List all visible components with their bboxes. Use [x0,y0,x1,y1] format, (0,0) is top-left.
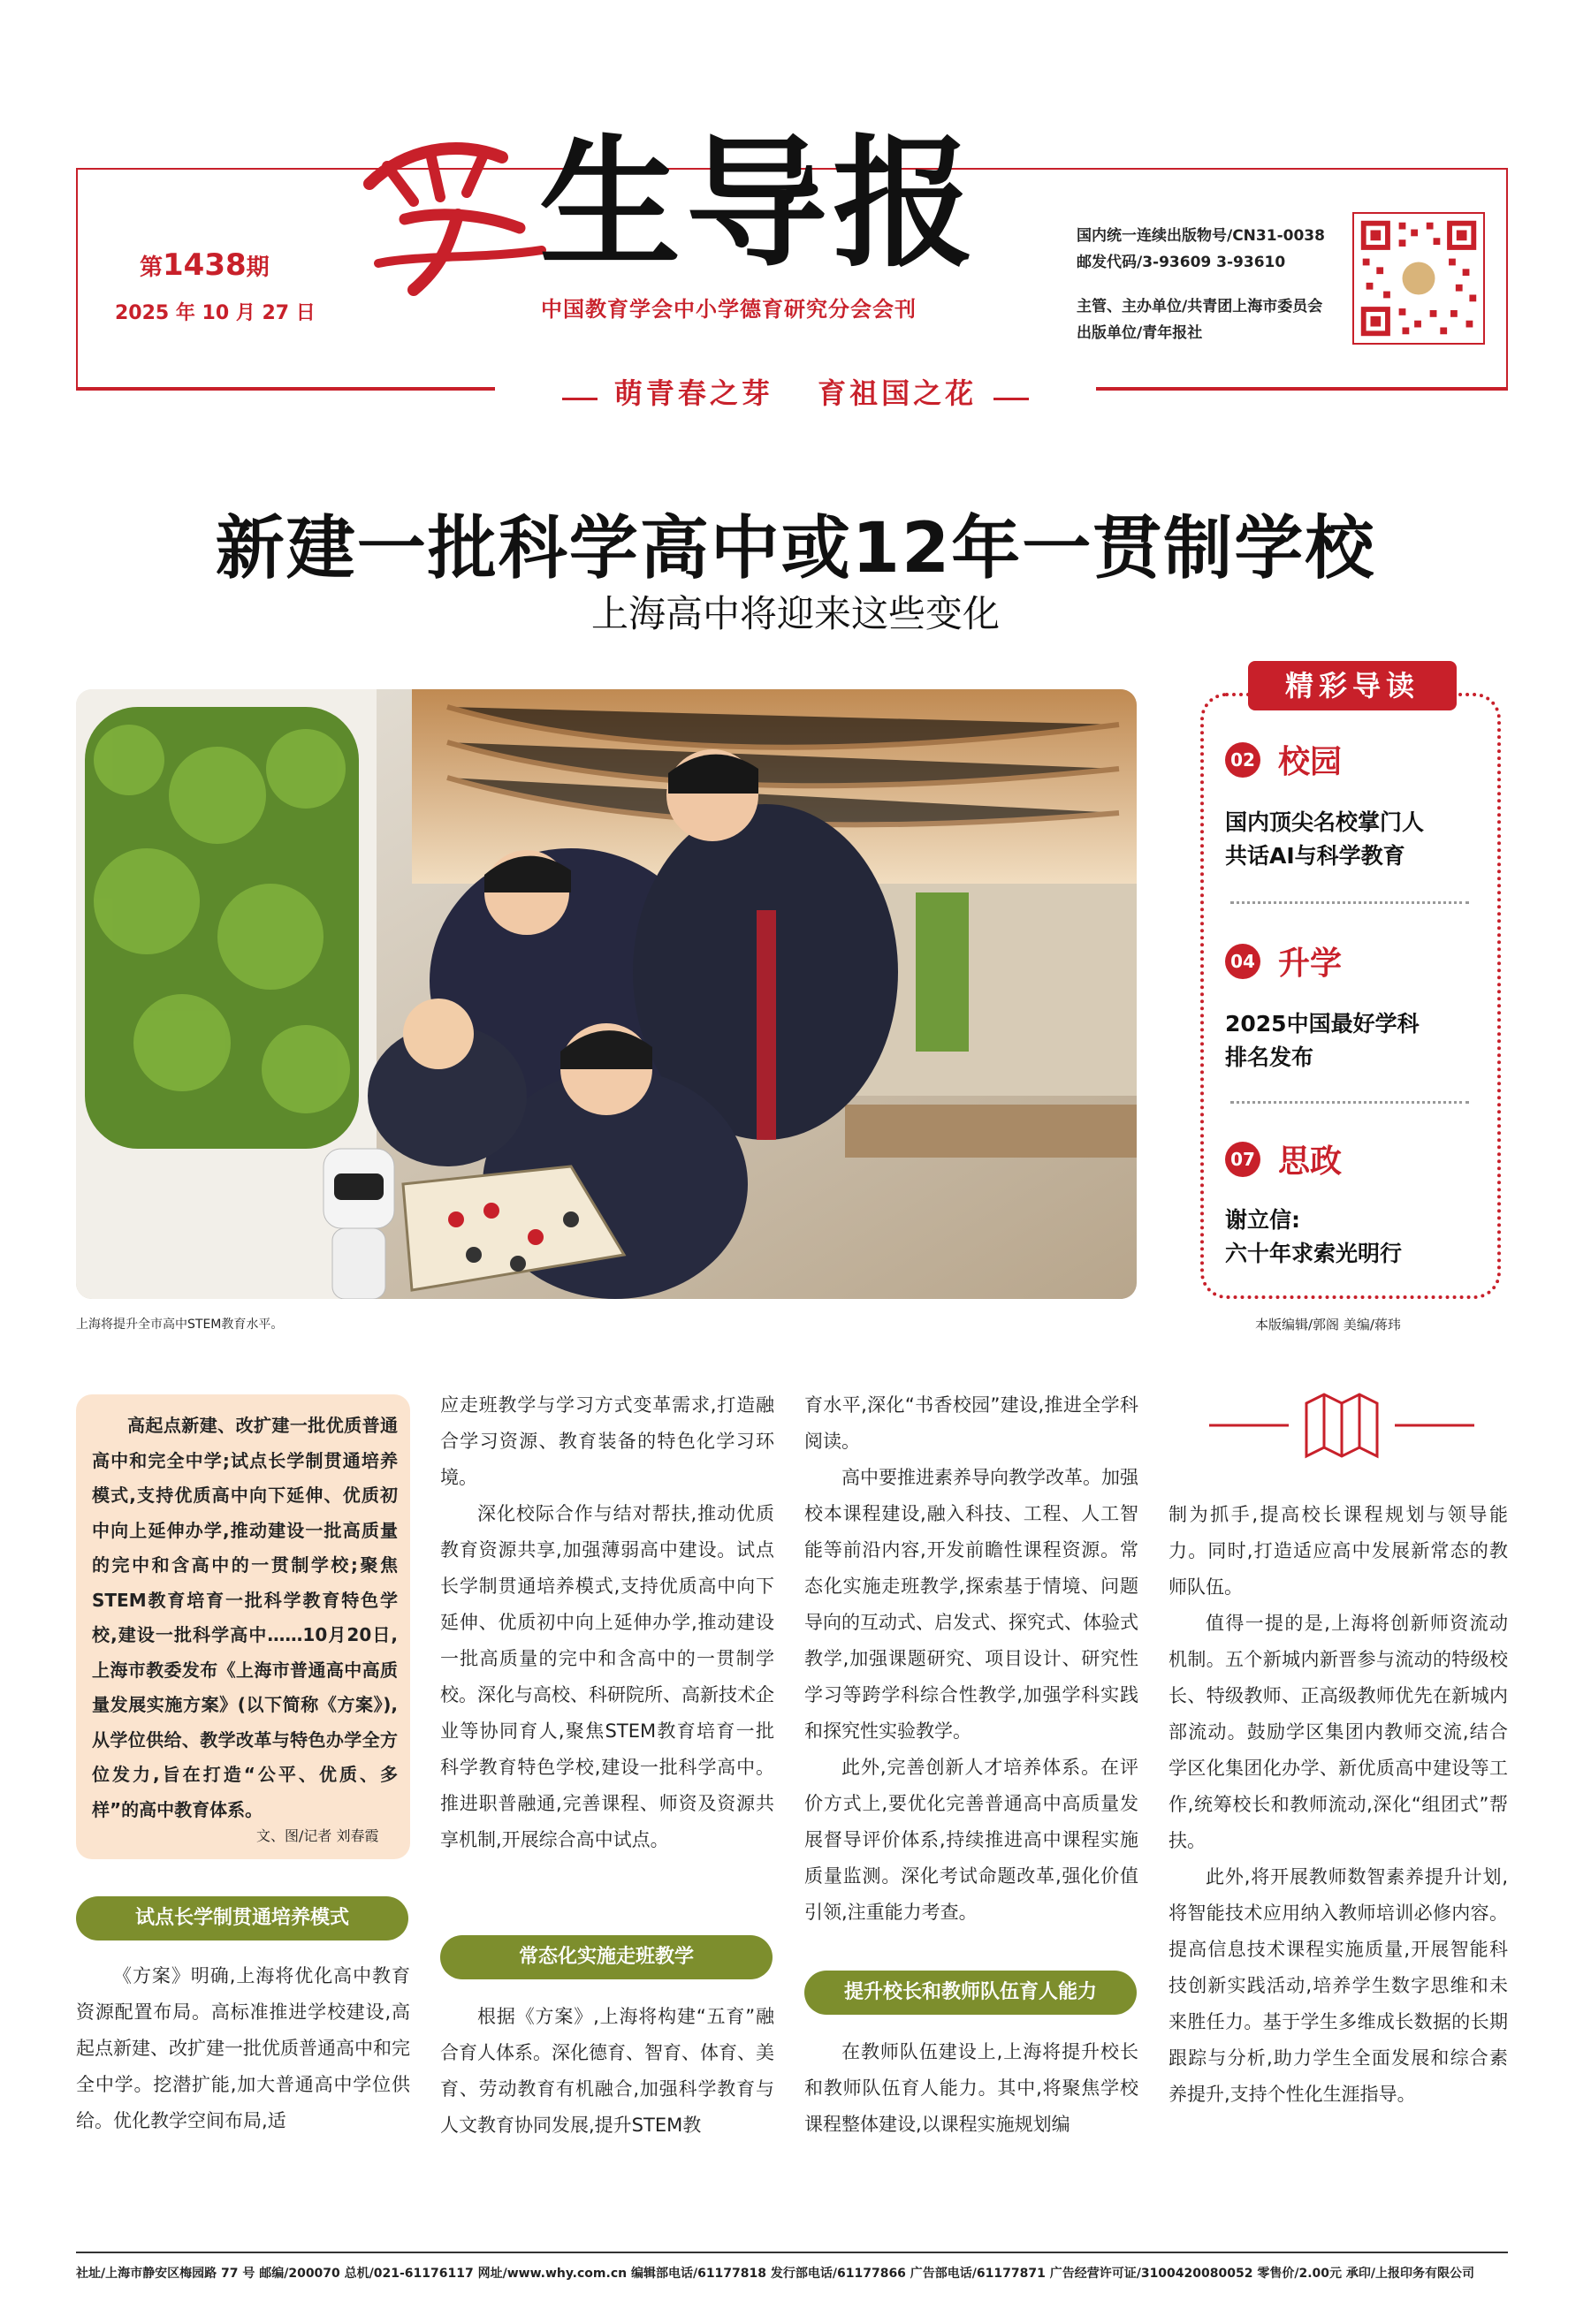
paragraph: 《方案》明确,上海将优化高中教育资源配置布局。高标准推进学校建设,高起点新建、改扩建一批优质普通高中和完全中学。挖潜扩能,加大普通高中学位供给。优化教学空间布局,适 [76,1965,410,2131]
book-ornament-icon [1209,1386,1474,1465]
guide-item-number: 04 [1225,944,1260,979]
logo-script-mark [352,131,555,299]
guide-item-section[interactable]: 校园 [1278,744,1343,780]
column-3b [804,2034,1138,2143]
guide-item-text[interactable]: 国内顶尖名校掌门人 共话AI与科学教育 [1225,809,1425,869]
column-3 [804,1387,1138,1931]
footer-divider [76,2252,1508,2253]
section-title-1: 试点长学制贯通培养模式 [76,1896,408,1940]
guide-title: 精彩导读 [1248,661,1457,710]
issue-date: 2025 年 10 月 27 日 [115,302,316,324]
paragraph: 根据《方案》,上海将构建“五育”融合育人体系。深化德育、智育、体育、美育、劳动教育有机融合,加强科学教育与人文教育协同发展,提升STEM教 [440,2006,774,2136]
column-2b [440,1999,774,2144]
guide-item-section[interactable]: 思政 [1278,1143,1343,1180]
slogan [495,371,1096,410]
lead-byline: 文、图/记者 刘春霞 [256,1827,379,1844]
paragraph: 在教师队伍建设上,上海将提升校长和教师队伍育人能力。其中,将聚焦学校课程整体建设,以课程实施规划编 [804,2041,1138,2135]
headline: 新建一批科学高中或12年一贯制学校 [215,509,1376,589]
section-title-2: 常态化实施走班教学 [440,1935,773,1979]
guide-item-number: 02 [1225,742,1260,778]
guide-item-number: 07 [1225,1142,1260,1177]
footer-info: 社址/上海市静安区梅园路 77 号 邮编/200070 总机/021-61176117 网址/www.why.com.cn 编辑部电话/61177818 发行部电话/61177866 广告部电话/61177871 广告经营许可证/3100420080052 零售价/2.00元 承印/上报印务有限公司 [76,2267,1474,2281]
pub-info-line: 国内统一连续出版物号/CN31-0038 [1077,227,1325,245]
paragraph: 育水平,深化“书香校园”建设,推进全学科阅读。 [804,1394,1138,1452]
guide-divider [1230,901,1469,904]
column-1 [76,1958,410,2139]
publication-info [1077,223,1325,346]
column-4 [1169,1497,1508,2113]
pub-info-line: 邮发代码/3-93609 3-93610 [1077,254,1286,271]
pub-info-line: 出版单位/青年报社 [1077,324,1203,342]
guide-item-text[interactable]: 2025中国最好学科 排名发布 [1225,1011,1420,1070]
paragraph: 此外,完善创新人才培养体系。在评价方式上,要优化完善普通高中高质量发展督导评价体系,持续推进高中课程实施质量监测。深化考试命题改革,强化价值引领,注重能力考查。 [804,1757,1138,1923]
slogan-right: 育祖国之花 [818,376,978,410]
logo-title: 生导报 [539,120,980,286]
lead-photo [76,689,1137,1299]
qr-code-icon [1352,212,1485,345]
paragraph: 应走班教学与学习方式变革需求,打造融合学习资源、教育装备的特色化学习环境。 [440,1394,774,1488]
guide-item-section[interactable]: 升学 [1278,946,1343,982]
guide-divider [1230,1101,1469,1104]
paragraph: 深化校际合作与结对帮扶,推动优质教育资源共享,加强薄弱高中建设。试点长学制贯通培养模式,支持优质高中向下延伸、优质初中向上延伸办学,推动建设一批高质量的完中和含高中的一贯制学校。深化与高校、科研院所、高新技术企业等协同育人,聚焦STEM教育培育一批科学教育特色学校,建设一批科学高中。推进职普融通,完善课程、师资及资源共享机制,开展综合高中试点。 [440,1503,774,1850]
logo-subtitle: 中国教育学会中小学德育研究分会会刊 [541,297,917,322]
paragraph: 此外,将开展教师数智素养提升计划,将智能技术应用纳入教师培训必修内容。提高信息技术课程实施质量,开展智能科技创新实践活动,培养学生数字思维和未来胜任力。基于学生多维成长数据的长期跟踪与分析,助力学生全面发展和综合素养提升,支持个性化生涯指导。 [1169,1866,1508,2105]
subheadline: 上海高中将迎来这些变化 [590,592,1000,635]
column-2 [440,1387,774,1858]
editor-credit: 本版编辑/郭阁 美编/蒋玮 [1255,1317,1401,1333]
section-title-3: 提升校长和教师队伍育人能力 [804,1971,1137,2015]
paragraph: 值得一提的是,上海将创新师资流动机制。五个新城内新晋参与流动的特级校长、特级教师、正高级教师优先在新城内部流动。鼓励学区集团内教师交流,结合学区化集团化办学、新优质高中建设等工作,统筹校长和教师流动,深化“组团式”帮扶。 [1169,1613,1508,1851]
pub-info-line: 主管、主办单位/共青团上海市委员会 [1077,298,1323,315]
photo-caption: 上海将提升全市高中STEM教育水平。 [76,1318,284,1332]
lead-text: 高起点新建、改扩建一批优质普通高中和完全中学;试点长学制贯通培养模式,支持优质高中向下延伸、优质初中向上延伸办学,推动建设一批高质量的完中和含高中的一贯制学校;聚焦STEM教育培育一批科学教育特色学校,建设一批科学高中……10月20日,上海市教委发布《上海市普通高中高质量发展实施方案》(以下简称《方案》),从学位供给、教学改革与特色办学全方位发力,旨在打造“公平、优质、多样”的高中教育体系。 [92,1415,398,1820]
slogan-left: 萌青春之芽 [613,376,773,410]
guide-item-text[interactable]: 谢立信: 六十年求索光明行 [1225,1207,1403,1266]
paragraph: 制为抓手,提高校长课程规划与领导能力。同时,打造适应高中发展新常态的教师队伍。 [1169,1504,1508,1598]
issue-number: 第1438期 [140,247,270,283]
paragraph: 高中要推进素养导向教学改革。加强校本课程建设,融入科技、工程、人工智能等前沿内容,开发前瞻性课程资源。常态化实施走班教学,探索基于情境、问题导向的互动式、启发式、探究式、体验式教学,加强课题研究、项目设计、研究性学习等跨学科综合性教学,加强学科实践和探究性实验教学。 [804,1467,1138,1742]
pub-info-line [1077,276,1325,293]
